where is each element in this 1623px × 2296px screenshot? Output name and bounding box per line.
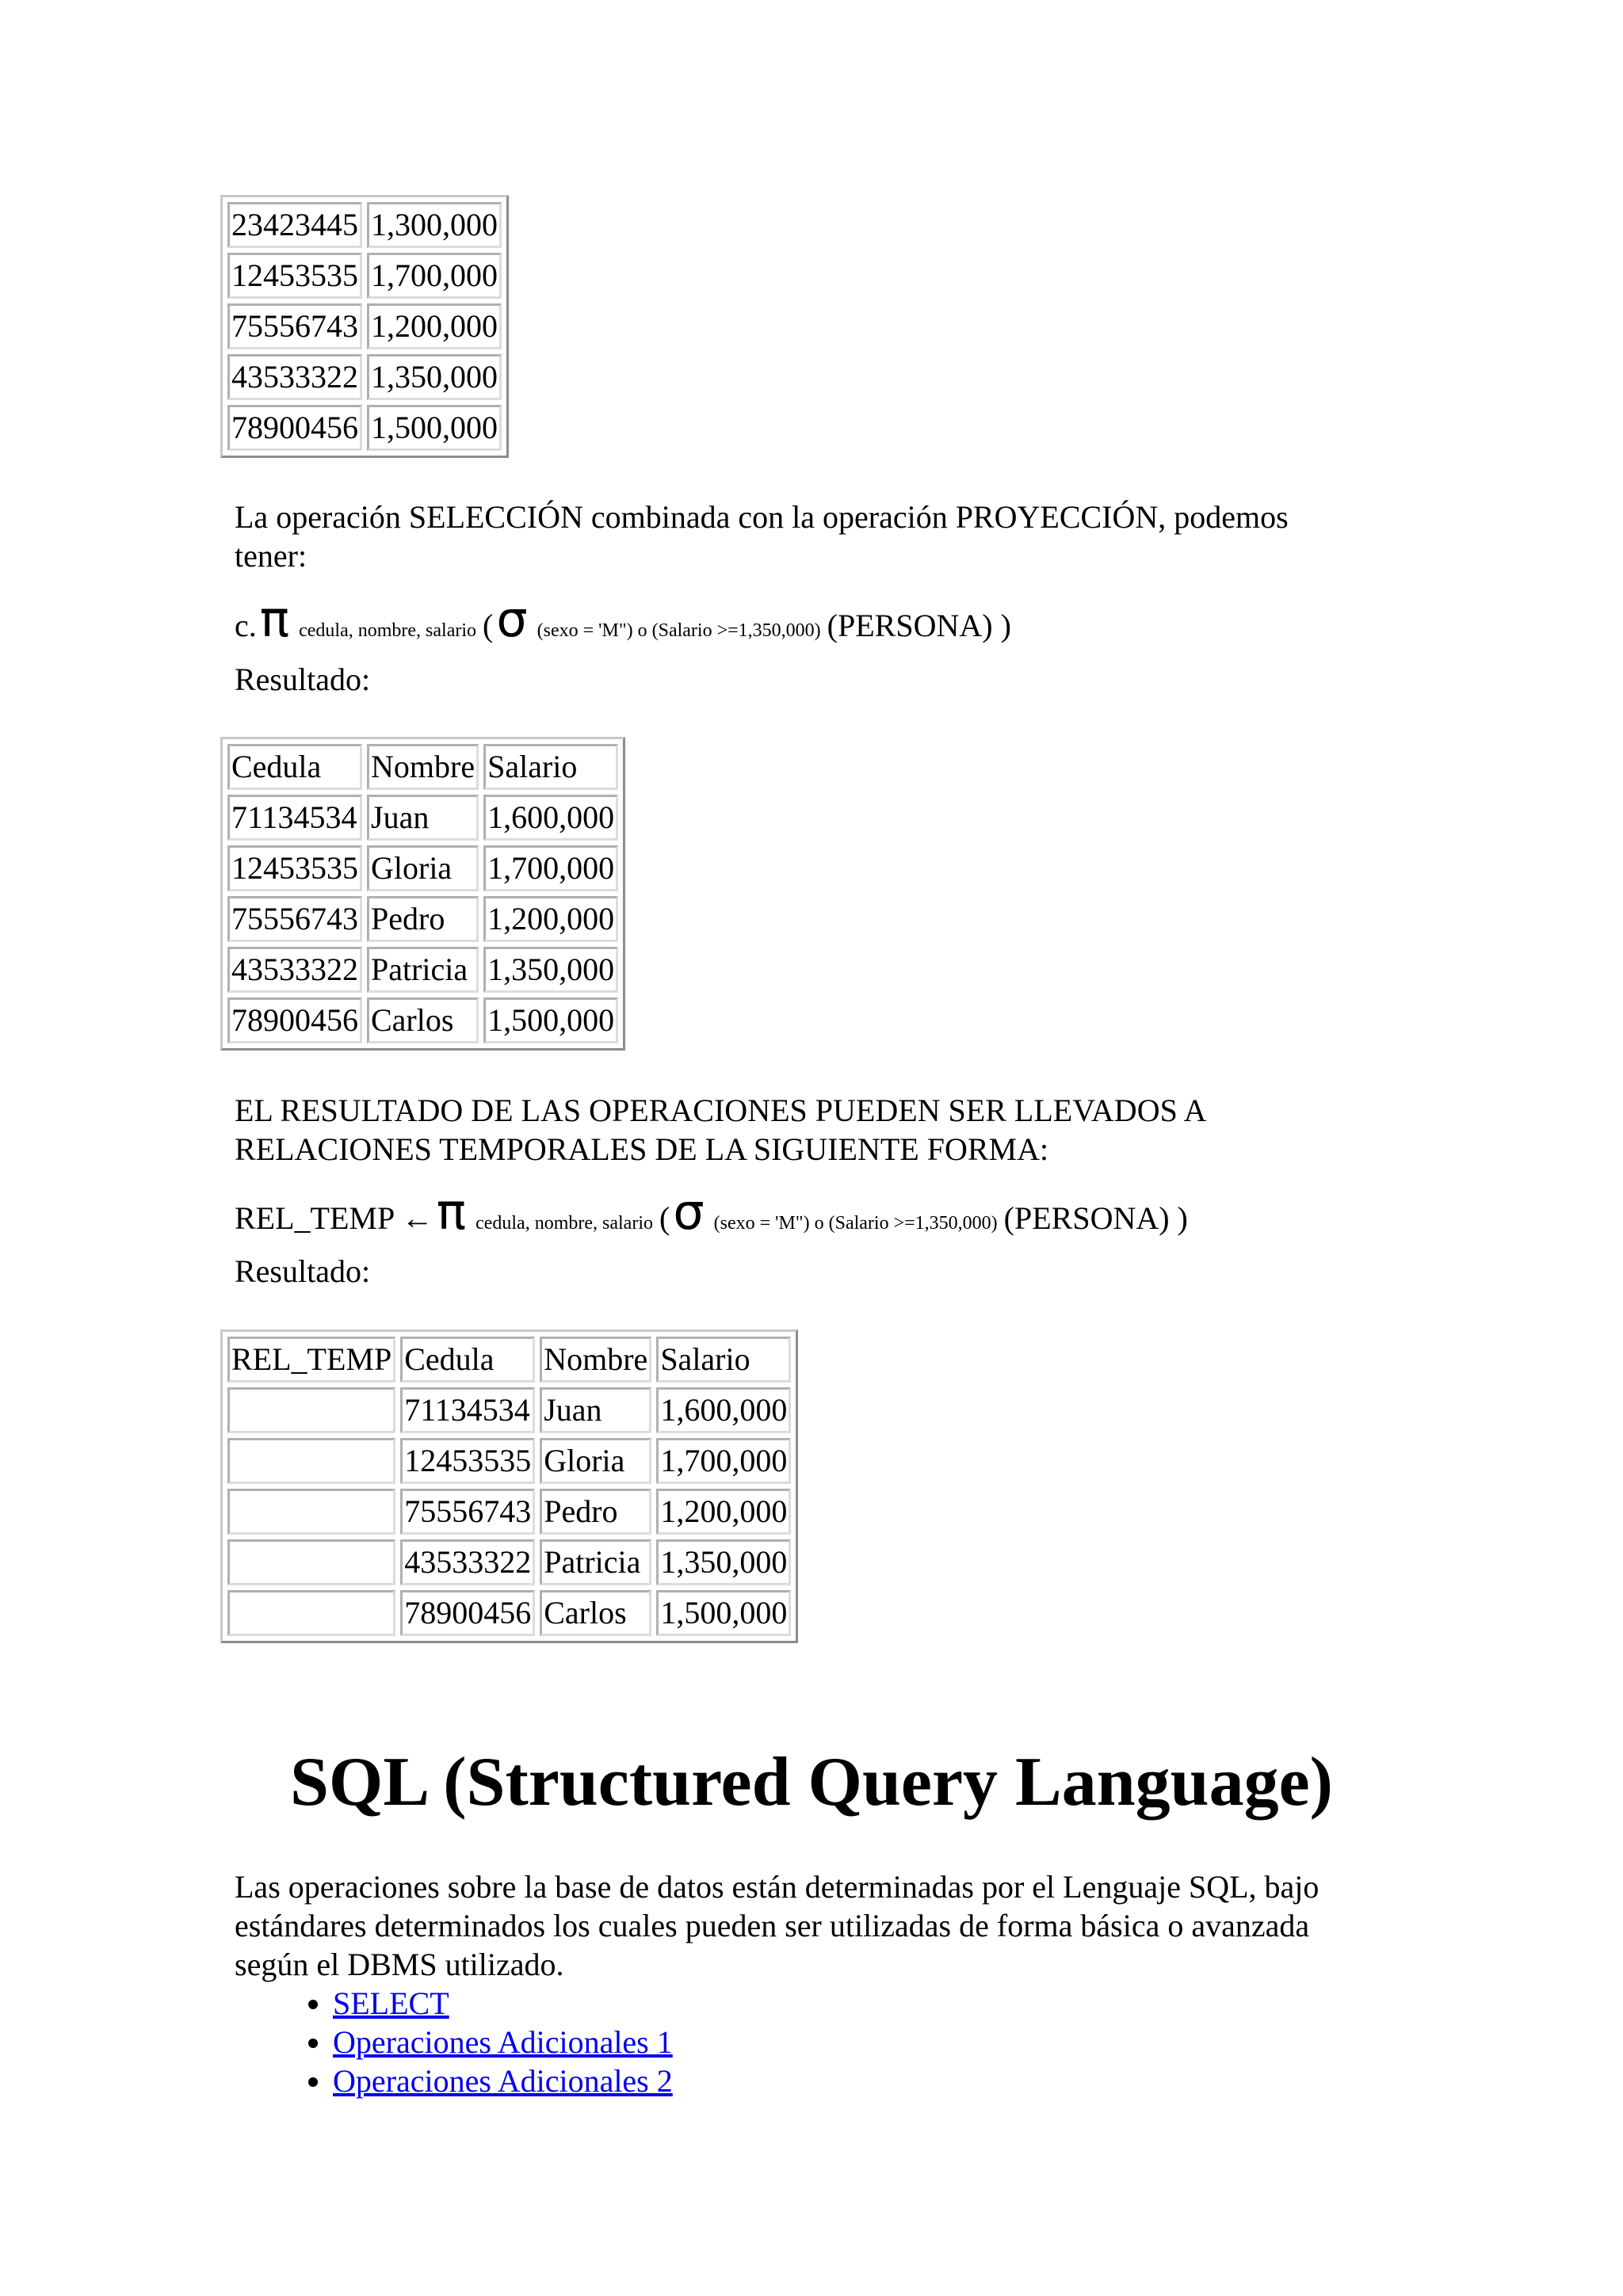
table-cell: 12453535	[227, 845, 362, 891]
rel-temp-table	[220, 1329, 798, 1643]
pi-subscript: cedula, nombre, salario	[475, 1213, 653, 1234]
table-cell	[227, 1539, 395, 1585]
table-row	[227, 354, 502, 400]
table-cell: Cedula	[400, 1337, 535, 1383]
table-row	[227, 744, 618, 790]
table-cell: REL_TEMP	[227, 1337, 395, 1383]
table-cell: Salario	[656, 1337, 791, 1383]
table-row	[227, 1489, 791, 1535]
table-cell: 1,600,000	[656, 1387, 791, 1433]
sql-intro-paragraph: Las operaciones sobre la base de datos están determinadas por el Lenguaje SQL, bajo estándares determinados los cuales pueden ser utilizadas de forma básica o avanzada según el DBMS utilizado.	[235, 1869, 1319, 1982]
table-cell: 1,200,000	[656, 1489, 791, 1535]
additional-operations-2-link[interactable]: Operaciones Adicionales 2	[333, 2063, 673, 2099]
table-cell: 1,500,000	[367, 405, 502, 451]
table-cell	[227, 1387, 395, 1433]
pi-subscript: cedula, nombre, salario	[299, 620, 477, 641]
table-row	[227, 1539, 791, 1585]
formula-open-paren: (	[483, 608, 494, 643]
sql-topic-links	[235, 1984, 673, 2100]
table-cell	[227, 1590, 395, 1636]
table-cell: Juan	[540, 1387, 651, 1433]
table-row	[227, 845, 618, 891]
list-item	[333, 1984, 673, 2023]
table-cell: Patricia	[540, 1539, 651, 1585]
table-cell: 71134534	[400, 1387, 535, 1433]
table-cell: Pedro	[540, 1489, 651, 1535]
formula-open-paren: (	[659, 1200, 670, 1236]
table-cell: Carlos	[367, 997, 479, 1043]
table-cell: 1,200,000	[367, 303, 502, 349]
sigma-symbol: σ	[496, 590, 528, 648]
formula-prefix: REL_TEMP ←	[235, 1200, 433, 1236]
table-cell: 1,200,000	[483, 896, 618, 942]
pi-symbol: π	[436, 1183, 467, 1241]
table-cell: Gloria	[540, 1438, 651, 1484]
table-cell: Pedro	[367, 896, 479, 942]
salary-table	[220, 195, 509, 458]
table-cell: Patricia	[367, 947, 479, 993]
table-row	[227, 997, 618, 1043]
projection-result-table-body	[227, 744, 618, 1043]
table-row	[227, 303, 502, 349]
pi-symbol: π	[259, 590, 290, 648]
select-link[interactable]: SELECT	[333, 1985, 449, 2021]
table-cell: 1,700,000	[656, 1438, 791, 1484]
table-cell: 12453535	[227, 253, 362, 299]
table-cell: 75556743	[400, 1489, 535, 1535]
temporal-relations-paragraph: EL RESULTADO DE LAS OPERACIONES PUEDEN SER LLEVADOS A RELACIONES TEMPORALES DE LA SIGUIENTE FORMA:	[235, 1093, 1205, 1167]
table-cell: 1,700,000	[483, 845, 618, 891]
selection-projection-formula	[235, 590, 1011, 659]
table-cell: 1,350,000	[367, 354, 502, 400]
table-cell: 78900456	[227, 997, 362, 1043]
table-cell: 43533322	[227, 947, 362, 993]
sigma-subscript: (sexo = 'M") o (Salario >=1,350,000)	[537, 620, 821, 641]
table-cell: Salario	[483, 744, 618, 790]
additional-operations-1-link[interactable]: Operaciones Adicionales 1	[333, 2024, 673, 2060]
table-cell: 1,350,000	[656, 1539, 791, 1585]
table-cell: 12453535	[400, 1438, 535, 1484]
list-item	[333, 2061, 673, 2100]
table-cell: Juan	[367, 795, 479, 841]
selection-projection-paragraph: La operación SELECCIÓN combinada con la operación PROYECCIÓN, podemos tener:	[235, 499, 1289, 574]
table-cell: 23423445	[227, 202, 362, 248]
formula-relation: (PERSONA) )	[1003, 1200, 1188, 1236]
table-cell: Gloria	[367, 845, 479, 891]
table-cell: 75556743	[227, 896, 362, 942]
table-cell: Carlos	[540, 1590, 651, 1636]
rel-temp-table-body	[227, 1337, 791, 1636]
table-row	[227, 795, 618, 841]
table-cell: 1,600,000	[483, 795, 618, 841]
table-cell	[227, 1489, 395, 1535]
table-row	[227, 202, 502, 248]
table-row	[227, 253, 502, 299]
table-cell: Cedula	[227, 744, 362, 790]
table-cell: 43533322	[227, 354, 362, 400]
table-cell: 1,500,000	[483, 997, 618, 1043]
list-item	[333, 2023, 673, 2061]
table-row	[227, 896, 618, 942]
sigma-symbol: σ	[673, 1183, 705, 1241]
table-cell: Nombre	[367, 744, 479, 790]
salary-table-body	[227, 202, 502, 451]
table-cell: 78900456	[400, 1590, 535, 1636]
table-cell: 1,700,000	[367, 253, 502, 299]
table-row	[227, 947, 618, 993]
table-cell: 1,300,000	[367, 202, 502, 248]
table-cell: 1,500,000	[656, 1590, 791, 1636]
projection-result-table	[220, 737, 625, 1051]
result-label: Resultado:	[235, 1253, 371, 1289]
table-cell	[227, 1438, 395, 1484]
table-row	[227, 1387, 791, 1433]
formula-prefix: c.	[235, 608, 257, 643]
table-cell: 1,350,000	[483, 947, 618, 993]
sql-section-title: SQL (Structured Query Language)	[289, 1744, 1333, 1821]
table-row	[227, 1438, 791, 1484]
table-row	[227, 1337, 791, 1383]
table-cell: Nombre	[540, 1337, 651, 1383]
table-row	[227, 405, 502, 451]
result-label: Resultado:	[235, 662, 371, 697]
formula-relation: (PERSONA) )	[827, 608, 1011, 643]
rel-temp-formula	[235, 1183, 1188, 1252]
table-cell: 43533322	[400, 1539, 535, 1585]
table-cell: 71134534	[227, 795, 362, 841]
table-cell: 75556743	[227, 303, 362, 349]
table-row	[227, 1590, 791, 1636]
sigma-subscript: (sexo = 'M") o (Salario >=1,350,000)	[713, 1213, 998, 1234]
table-cell: 78900456	[227, 405, 362, 451]
